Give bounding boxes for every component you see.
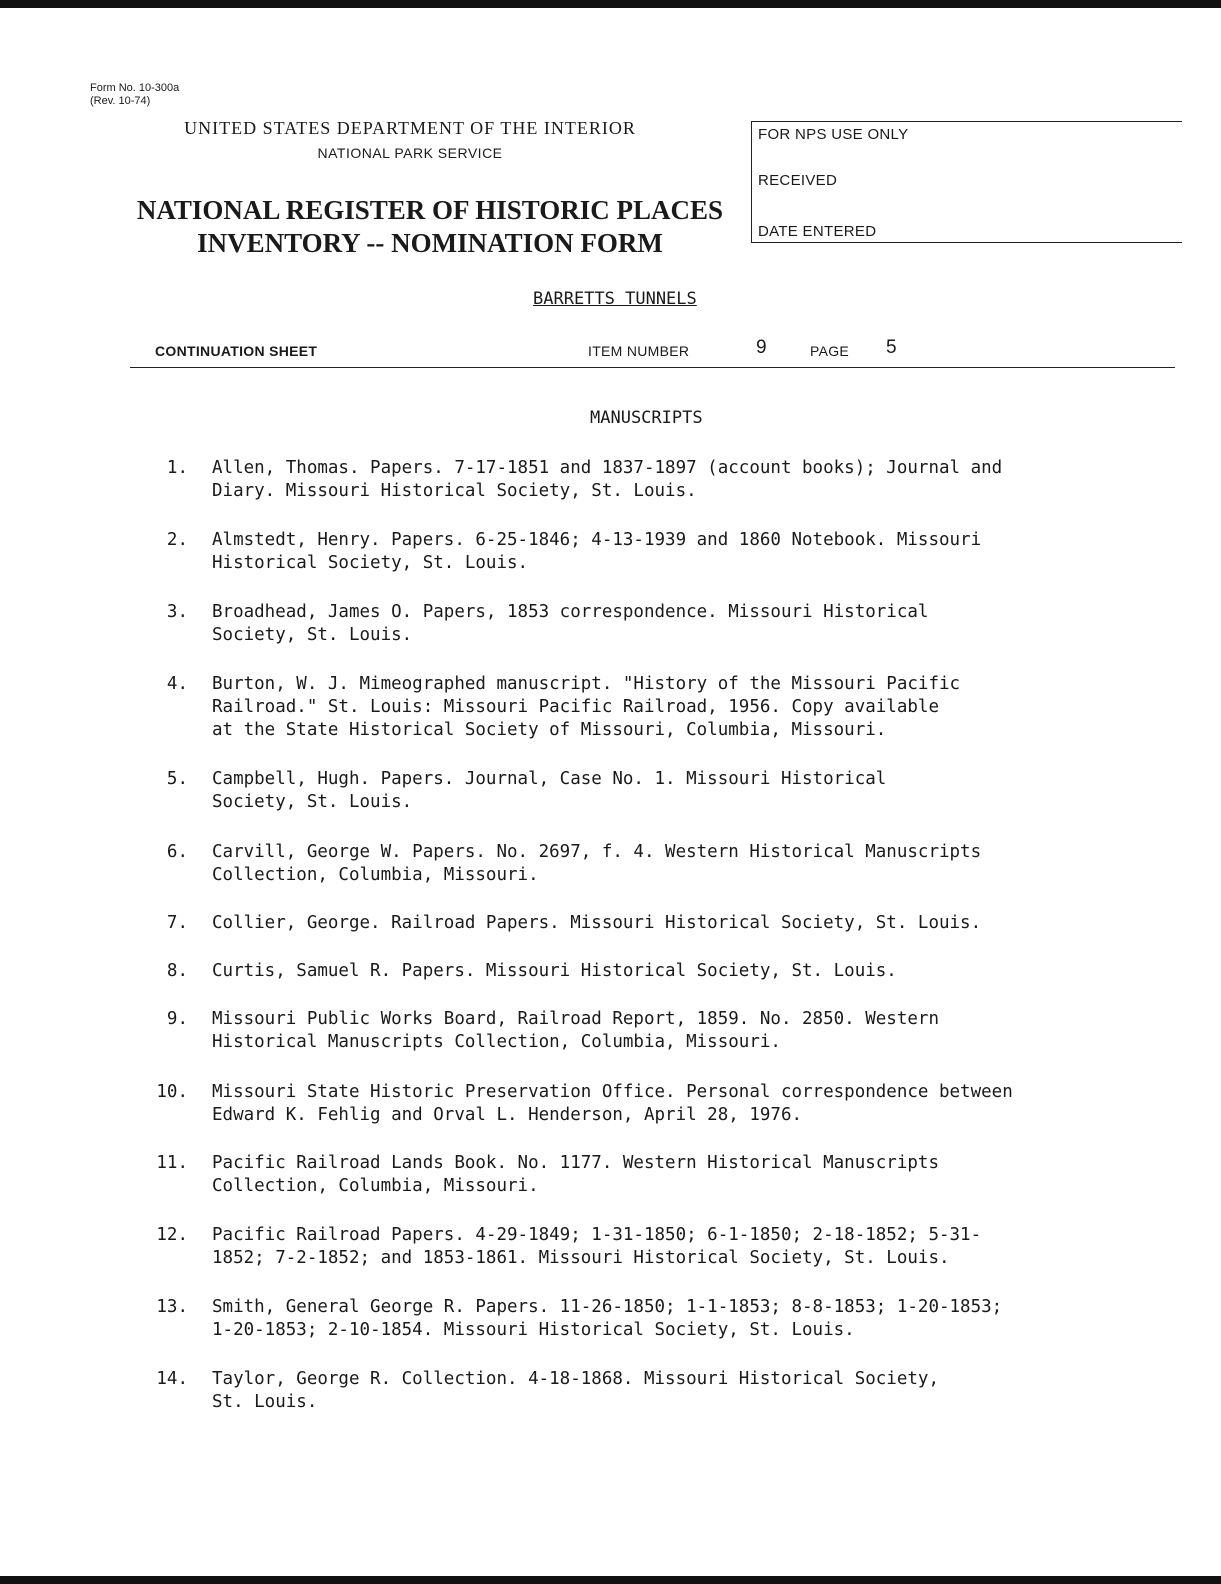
entry-text: Allen, Thomas. Papers. 7-17-1851 and 1837-1897 (account books); Journal and Diary. Missouri Historical Society, St. Louis. [212,458,1003,501]
entry-text: Smith, General George R. Papers. 11-26-1850; 1-1-1853; 8-8-1853; 1-20-1853; 1-20-1853; 2-10-1854. Missouri Historical Society, St. Louis. [212,1297,1003,1340]
section-title: MANUSCRIPTS [590,408,703,428]
form-title-line-1: NATIONAL REGISTER OF HISTORIC PLACES [136,195,724,225]
form-title [80,194,780,260]
page-number-value: 5 [886,337,897,358]
entry-number: 5. [166,769,188,789]
top-scan-border [0,0,1221,8]
nps-received-label: RECEIVED [758,172,838,189]
entry-number: 10. [156,1082,188,1102]
entry-text: Almstedt, Henry. Papers. 6-25-1846; 4-13-1939 and 1860 Notebook. Missouri Historical Society, St. Louis. [212,530,982,573]
department-heading: UNITED STATES DEPARTMENT OF THE INTERIOR [184,118,636,138]
entry-number: 9. [166,1009,188,1029]
entry-number: 2. [166,530,188,550]
entry-number: 6. [166,842,188,862]
entry-text: Carvill, George W. Papers. No. 2697, f. 4. Western Historical Manuscripts Collection, Columbia, Missouri. [212,842,982,885]
entry-number: 8. [166,961,188,981]
entry-text: Curtis, Samuel R. Papers. Missouri Historical Society, St. Louis. [212,961,897,981]
nps-use-only-box [751,121,1182,243]
entry-number: 7. [166,913,188,933]
entry-number: 4. [166,674,188,694]
continuation-sheet-label: CONTINUATION SHEET [155,343,318,359]
entry-text: Collier, George. Railroad Papers. Missouri Historical Society, St. Louis. [212,913,982,933]
entry-number: 3. [166,602,188,622]
form-number [90,82,179,108]
item-number-value: 9 [756,337,767,358]
bottom-scan-border [0,1576,1221,1584]
continuation-sheet-row [130,337,1175,368]
form-number-text: Form No. 10-300a [90,82,180,94]
entry-text: Taylor, George R. Collection. 4-18-1868. Missouri Historical Society, St. Louis. [212,1369,939,1412]
entry-number: 11. [156,1153,188,1173]
entry-text: Missouri Public Works Board, Railroad Report, 1859. No. 2850. Western Historical Manuscripts Collection, Columbia, Missouri. [212,1009,939,1052]
property-name: BARRETTS TUNNELS [533,289,697,309]
entry-number: 13. [156,1297,188,1317]
entry-number: 1. [166,458,188,478]
entry-number: 12. [156,1225,188,1245]
form-revision-text: (Rev. 10-74) [90,95,151,107]
entry-number: 14. [156,1369,188,1389]
entry-text: Pacific Railroad Papers. 4-29-1849; 1-31-1850; 6-1-1850; 2-18-1852; 5-31- 1852; 7-2-1852; and 1853-1861. Missouri Historical Society, St. Louis. [212,1225,982,1268]
entry-text: Broadhead, James O. Papers, 1853 correspondence. Missouri Historical Society, St. Louis. [212,602,929,645]
form-title-line-2: INVENTORY -- NOMINATION FORM [197,228,663,258]
nps-date-entered-label: DATE ENTERED [758,223,877,240]
entry-text: Burton, W. J. Mimeographed manuscript. "History of the Missouri Pacific Railroad." St. Louis: Missouri Pacific Railroad, 1956. Copy available at the State Historical Society of Missouri, Columbia, Missouri. [212,674,961,740]
entry-text: Campbell, Hugh. Papers. Journal, Case No. 1. Missouri Historical Society, St. Louis. [212,769,887,812]
entry-text: Pacific Railroad Lands Book. No. 1177. Western Historical Manuscripts Collection, Columbia, Missouri. [212,1153,939,1196]
page-label: PAGE [810,343,850,359]
agency-heading: NATIONAL PARK SERVICE [317,145,503,161]
nps-box-heading: FOR NPS USE ONLY [758,126,909,143]
item-number-label: ITEM NUMBER [588,343,690,359]
entry-text: Missouri State Historic Preservation Office. Personal correspondence between Edward K. Fehlig and Orval L. Henderson, April 28, 1976. [212,1082,1013,1125]
